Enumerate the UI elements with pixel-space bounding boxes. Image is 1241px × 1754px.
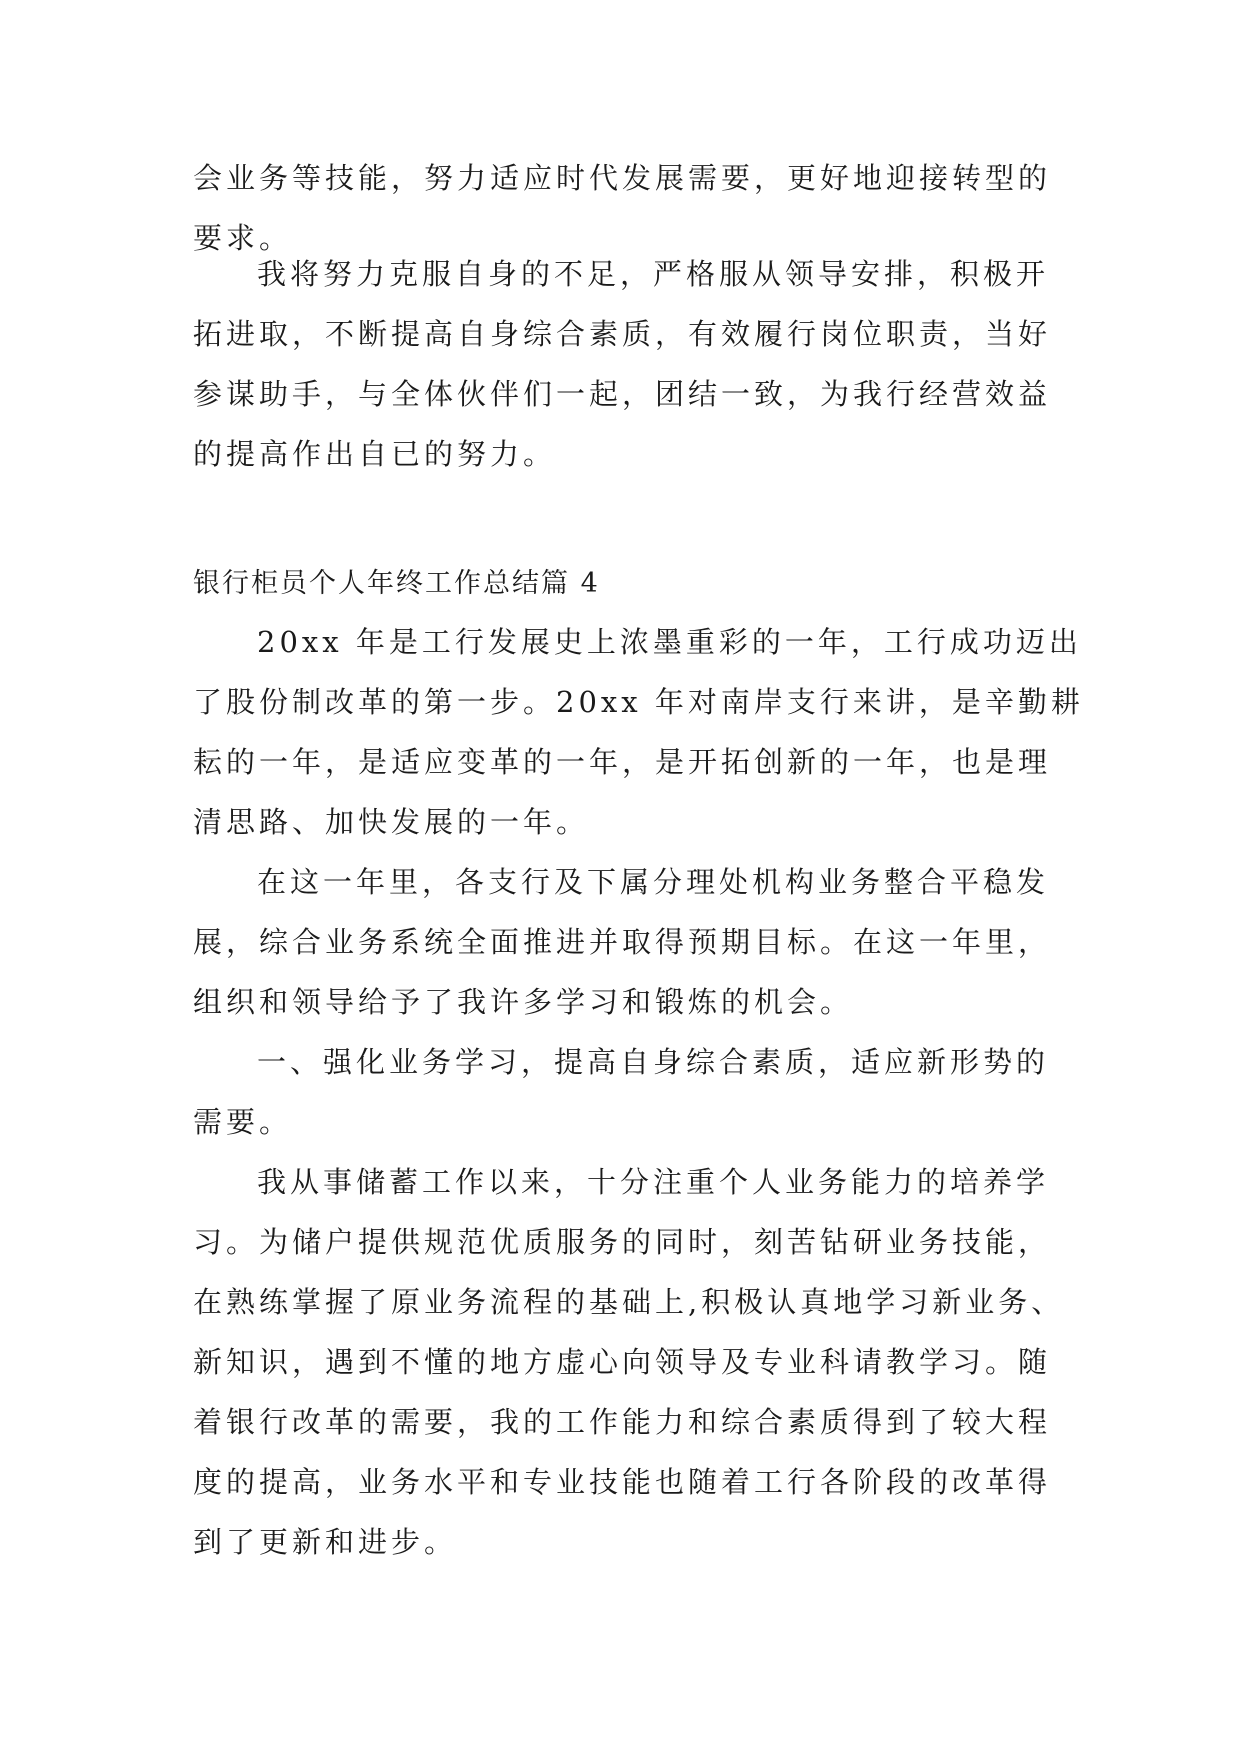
text-line: 参谋助手，与全体伙伴们一起，团结一致，为我行经营效益 bbox=[193, 377, 1052, 411]
text-line: 会业务等技能，努力适应时代发展需要，更好地迎接转型的 bbox=[193, 161, 1052, 195]
text-line: 的提高作出自已的努力。 bbox=[193, 437, 557, 471]
text-line: 耘的一年，是适应变革的一年，是开拓创新的一年，也是理 bbox=[193, 745, 1052, 779]
text-line: 我从事储蓄工作以来，十分注重个人业务能力的培养学 bbox=[257, 1165, 1050, 1199]
text-line: 在这一年里，各支行及下属分理处机构业务整合平稳发 bbox=[257, 865, 1050, 899]
section-paragraph-1 bbox=[193, 612, 1084, 852]
text-line: 着银行改革的需要，我的工作能力和综合素质得到了较大程 bbox=[193, 1405, 1052, 1439]
text-line: 拓进取，不断提高自身综合素质，有效履行岗位职责，当好 bbox=[193, 317, 1052, 351]
section-paragraph-4 bbox=[193, 1152, 1065, 1572]
intro-paragraph-2 bbox=[193, 244, 1051, 484]
text-line: 要求。 bbox=[193, 221, 293, 255]
section-paragraph-3 bbox=[193, 1032, 1051, 1152]
text-line: 新知识，遇到不懂的地方虚心向领导及专业科请教学习。随 bbox=[193, 1345, 1052, 1379]
text-line: 展，综合业务系统全面推进并取得预期目标。在这一年里， bbox=[193, 925, 1052, 959]
text-line: 我将努力克服自身的不足，严格服从领导安排，积极开 bbox=[257, 257, 1050, 291]
text-line: 了股份制改革的第一步。20xx 年对南岸支行来讲，是辛勤耕 bbox=[193, 685, 1084, 719]
text-line: 组织和领导给予了我许多学习和锻炼的机会。 bbox=[193, 985, 854, 1019]
text-line: 需要。 bbox=[193, 1105, 293, 1139]
text-line: 清思路、加快发展的一年。 bbox=[193, 805, 590, 839]
text-line: 在熟练掌握了原业务流程的基础上,积极认真地学习新业务、 bbox=[193, 1285, 1065, 1319]
text-line: 到了更新和进步。 bbox=[193, 1525, 458, 1559]
text-line: 度的提高，业务水平和专业技能也随着工行各阶段的改革得 bbox=[193, 1465, 1052, 1499]
text-line: 20xx 年是工行发展史上浓墨重彩的一年，工行成功迈出 bbox=[257, 625, 1082, 659]
section-title: 银行柜员个人年终工作总结篇 4 bbox=[193, 568, 600, 599]
text-line: 习。为储户提供规范优质服务的同时，刻苦钻研业务技能， bbox=[193, 1225, 1052, 1259]
text-line: 一、强化业务学习，提高自身综合素质，适应新形势的 bbox=[257, 1045, 1050, 1079]
section-paragraph-2 bbox=[193, 852, 1051, 1032]
